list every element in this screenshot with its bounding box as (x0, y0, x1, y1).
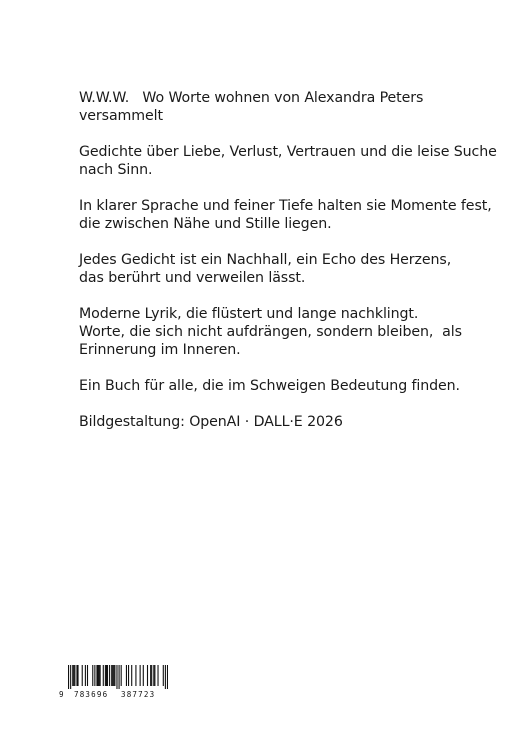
paragraph-themes (79, 143, 497, 179)
barcode-bar (119, 665, 120, 689)
text-line: die zwischen Nähe und Stille liegen. (79, 216, 332, 232)
barcode-bar (87, 665, 88, 686)
barcode-bar (68, 665, 69, 689)
barcode-bar (109, 665, 110, 686)
text-line: Ein Buch für alle, die im Schweigen Bedeutung finden. (79, 378, 460, 394)
barcode-bar (85, 665, 86, 686)
barcode-bars-icon (68, 665, 168, 689)
paragraph-credits (79, 413, 459, 431)
paragraph-lyric (79, 305, 462, 359)
barcode-bar (140, 665, 141, 686)
barcode-bar (157, 665, 158, 686)
barcode-bar (92, 665, 93, 686)
barcode-bar (94, 665, 95, 686)
barcode-first-digit: 9 (59, 690, 64, 699)
barcode-bar (111, 665, 112, 686)
text-line: In klarer Sprache und feiner Tiefe halten sie Momente fest, (79, 198, 492, 214)
barcode-bar (143, 665, 144, 686)
back-cover-text (79, 89, 497, 449)
paragraph-echo (79, 251, 459, 287)
barcode-bar (70, 665, 71, 689)
barcode-bar (77, 665, 78, 686)
barcode-bar (153, 665, 154, 686)
text-line: W.W.W. Wo Worte wohnen von Alexandra Peters (79, 90, 424, 106)
barcode-bar (100, 665, 101, 686)
text-line: Bildgestaltung: OpenAI · DALL·E 2026 (79, 414, 343, 430)
barcode-bar (96, 665, 97, 686)
barcode-bar (163, 665, 164, 686)
paragraph-audience (79, 377, 459, 395)
barcode-bar (150, 665, 151, 686)
barcode-bar (126, 665, 127, 686)
paragraph-title (79, 89, 459, 125)
text-line: das berührt und verweilen lässt. (79, 270, 306, 286)
barcode-bar (165, 665, 166, 689)
barcode-bar (167, 665, 168, 689)
paragraph-language (79, 197, 492, 233)
barcode-bar (151, 665, 152, 686)
barcode-bar (112, 665, 113, 686)
barcode-bar (154, 665, 155, 686)
barcode-bar (131, 665, 132, 686)
barcode-bar (76, 665, 77, 686)
barcode-bar (73, 665, 74, 686)
text-line: Erinnerung im Inneren. (79, 342, 241, 358)
text-line: Jedes Gedicht ist ein Nachhall, ein Echo des Herzens, (79, 252, 452, 268)
barcode-bar (147, 665, 148, 686)
barcode-right-group: 387723 (121, 690, 156, 699)
barcode-bar (74, 665, 75, 686)
barcode-bar (114, 665, 115, 686)
barcode-bar (99, 665, 100, 686)
barcode-bar (113, 665, 114, 686)
barcode-bar (121, 665, 122, 686)
text-line: Worte, die sich nicht aufdrängen, sondern bleiben, als (79, 324, 462, 340)
text-line: Gedichte über Liebe, Verlust, Vertrauen und die leise Suche (79, 144, 497, 160)
text-line: Moderne Lyrik, die flüstert und lange nachklingt. (79, 306, 419, 322)
barcode-bar (106, 665, 107, 686)
barcode-bar (97, 665, 98, 686)
barcode-bar (128, 665, 129, 686)
barcode-bar (82, 665, 83, 686)
barcode-bar (107, 665, 108, 686)
barcode-bar (103, 665, 104, 686)
text-line: versammelt (79, 108, 163, 124)
text-line: nach Sinn. (79, 162, 153, 178)
barcode-bar (72, 665, 73, 686)
barcode-bar (116, 665, 117, 689)
barcode-bar (105, 665, 106, 686)
barcode-left-group: 783696 (74, 690, 109, 699)
barcode-digits (59, 689, 171, 701)
isbn-barcode (59, 665, 171, 701)
barcode-bar (135, 665, 136, 686)
